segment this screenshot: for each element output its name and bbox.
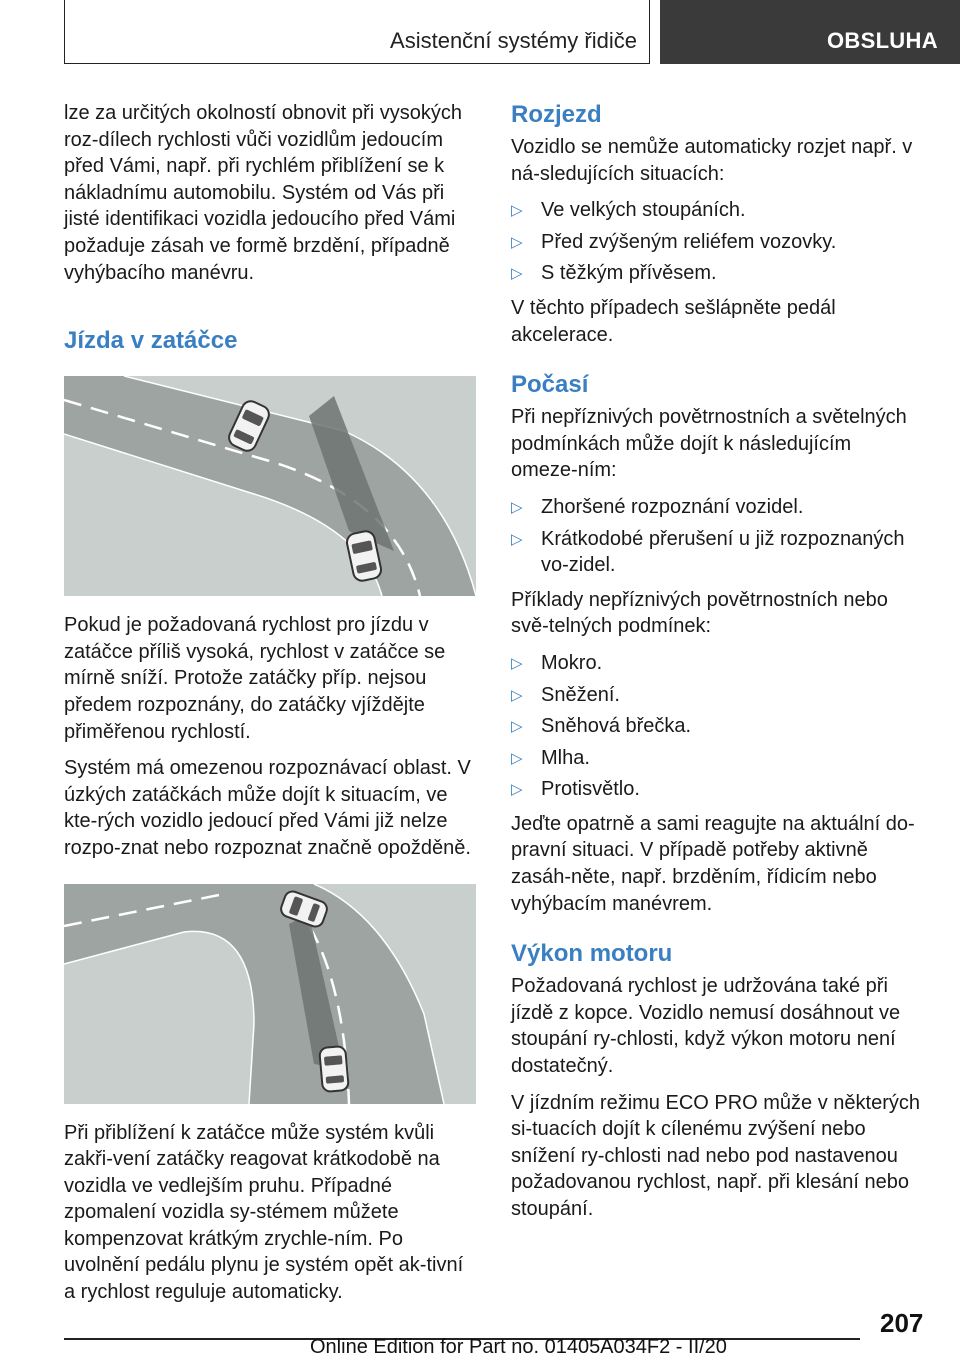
right-column — [511, 100, 923, 1233]
list-item: ▷ Před zvýšeným reliéfem vozovky. — [511, 229, 923, 256]
triangle-bullet-icon: ▷ — [511, 749, 523, 767]
triangle-bullet-icon: ▷ — [511, 781, 523, 799]
left-column — [64, 100, 476, 1316]
chapter-tab — [660, 0, 960, 64]
list-item: ▷ Mlha. — [511, 745, 923, 772]
list-item: ▷ Krátkodobé přerušení u již rozpoznaných vo-zidel. — [511, 527, 905, 577]
chapter-tab-label: OBSLUHA — [827, 28, 938, 53]
paragraph-vykon-2: V jízdním režimu ECO PRO může v některých si-tuacích dojít k cílenému zvýšení nebo snížení ry-chlosti nad nebo pod nastavenou požadovanou rychlost, např. při klesání nebo stoupání. — [511, 1091, 921, 1220]
triangle-bullet-icon: ▷ — [511, 265, 523, 283]
paragraph-pocasi-examples: Příklady nepříznivých povětrnostních nebo svě-telných podmínek: — [511, 588, 888, 638]
paragraph-rozjezd: Vozidlo se nemůže automaticky rozjet např. v ná-sledujících situacích: — [511, 136, 913, 185]
heading-vykon-motoru: Výkon motoru — [511, 940, 673, 968]
footer-edition: Online Edition for Part no. 01405A034F2 - II/20 — [310, 1336, 727, 1358]
list-item: ▷ Ve velkých stoupáních. — [511, 197, 923, 224]
list-rozjezd — [511, 197, 923, 287]
page-number: 207 — [880, 1308, 924, 1338]
list-item: ▷ S těžkým přívěsem. — [511, 260, 923, 287]
list-item: ▷ Mokro. — [511, 650, 923, 677]
list-pocasi-limits — [511, 494, 923, 579]
list-item: ▷ Sněhová břečka. — [511, 713, 923, 740]
heading-curve-driving: Jízda v zatáčce — [64, 327, 238, 355]
triangle-bullet-icon: ▷ — [511, 530, 523, 548]
triangle-bullet-icon: ▷ — [511, 654, 523, 672]
triangle-bullet-icon: ▷ — [511, 498, 523, 516]
paragraph-pocasi-action: Jeďte opatrně a sami reagujte na aktuální do-pravní situaci. V případě potřeby aktivně zasáh-něte, např. brzděním, řídicím nebo vyhýbacím manévrem. — [511, 812, 915, 915]
heading-rozjezd: Rozjezd — [511, 101, 602, 128]
list-item: ▷ Sněžení. — [511, 682, 923, 709]
paragraph-vykon-1: Požadovaná rychlost je udržována také při jízdě z kopce. Vozidlo nemusí dosáhnout ve stoupání ry-chlosti, když výkon motoru není dostatečný. — [511, 975, 901, 1078]
triangle-bullet-icon: ▷ — [511, 202, 523, 220]
intro-paragraph: lze za určitých okolností obnovit při vysokých roz-dílech rychlosti vůči vozidlům jedoucím před Vámi, např. při rychlém přiblížení se k nákladnímu automobilu. Systém od Vás při jisté identifikaci vozidla jedoucího před Vámi požaduje zásah ve formě brzdění, případně vyhýbacího manévru. — [64, 102, 462, 284]
paragraph-detection-range: Systém má omezenou rozpoznávací oblast. V úzkých zatáčkách může dojít k situacím, ve kte-rých vozidlo jedoucí před Vámi již nelze rozpo-znat nebo rozpoznat značně opožděně. — [64, 757, 471, 859]
triangle-bullet-icon: ▷ — [511, 686, 523, 704]
curve-illustration-2 — [64, 884, 476, 1104]
header-frame — [64, 0, 650, 64]
paragraph-adjacent-lane: Při přiblížení k zatáčce může systém kvůli zakři-vení zatáčky reagovat krátkodobě na vozidla ve vedlejším pruhu. Případné zpomalení vozidla sy-stémem můžete kompenzovat krátkým zrychle-ním. Po uvolnění pedálu plynu je systém opět ak-tivní a rychlost reguluje automaticky. — [64, 1121, 464, 1304]
list-item: ▷ Zhoršené rozpoznání vozidel. — [511, 494, 923, 521]
paragraph-pocasi: Při nepříznivých povětrnostních a světelných podmínkách může dojít k následujícím omeze-ním: — [511, 406, 907, 482]
triangle-bullet-icon: ▷ — [511, 233, 523, 251]
list-item: ▷ Protisvětlo. — [511, 776, 923, 803]
list-pocasi-examples — [511, 650, 923, 803]
paragraph-rozjezd-action: V těchto případech sešlápněte pedál akcelerace. — [511, 296, 836, 346]
curve-illustration-1 — [64, 376, 476, 596]
section-title: Asistenční systémy řidiče — [390, 28, 637, 53]
triangle-bullet-icon: ▷ — [511, 718, 523, 736]
heading-pocasi: Počasí — [511, 371, 589, 399]
paragraph-speed-reduction: Pokud je požadovaná rychlost pro jízdu v zatáčce příliš vysoká, rychlost v zatáčce se mírně sníží. Protože zatáčky příp. nejsou předem rozpoznány, do zatáčky vjíždějte přiměřenou rychlostí. — [64, 614, 446, 743]
